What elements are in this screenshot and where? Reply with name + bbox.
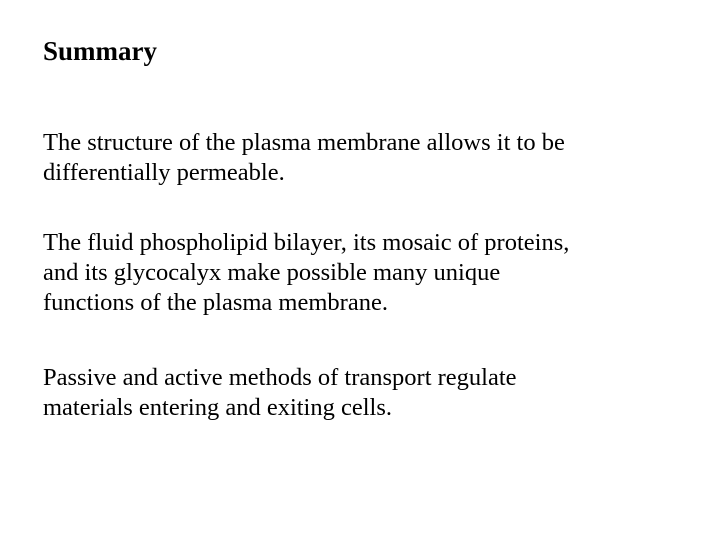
- paragraph-line: Passive and active methods of transport regulate: [43, 364, 517, 391]
- paragraph-line: and its glycocalyx make possible many unique: [43, 259, 501, 286]
- summary-paragraph-functions: [43, 228, 683, 318]
- summary-paragraph-structure: [43, 128, 683, 188]
- paragraph-line: functions of the plasma membrane.: [43, 289, 388, 316]
- paragraph-line: materials entering and exiting cells.: [43, 394, 393, 421]
- paragraph-line: The structure of the plasma membrane allows it to be: [43, 129, 565, 156]
- paragraph-line: differentially permeable.: [43, 159, 285, 186]
- slide-title: Summary: [43, 36, 157, 66]
- paragraph-line: The fluid phospholipid bilayer, its mosaic of proteins,: [43, 229, 570, 256]
- summary-paragraph-transport: [43, 363, 683, 423]
